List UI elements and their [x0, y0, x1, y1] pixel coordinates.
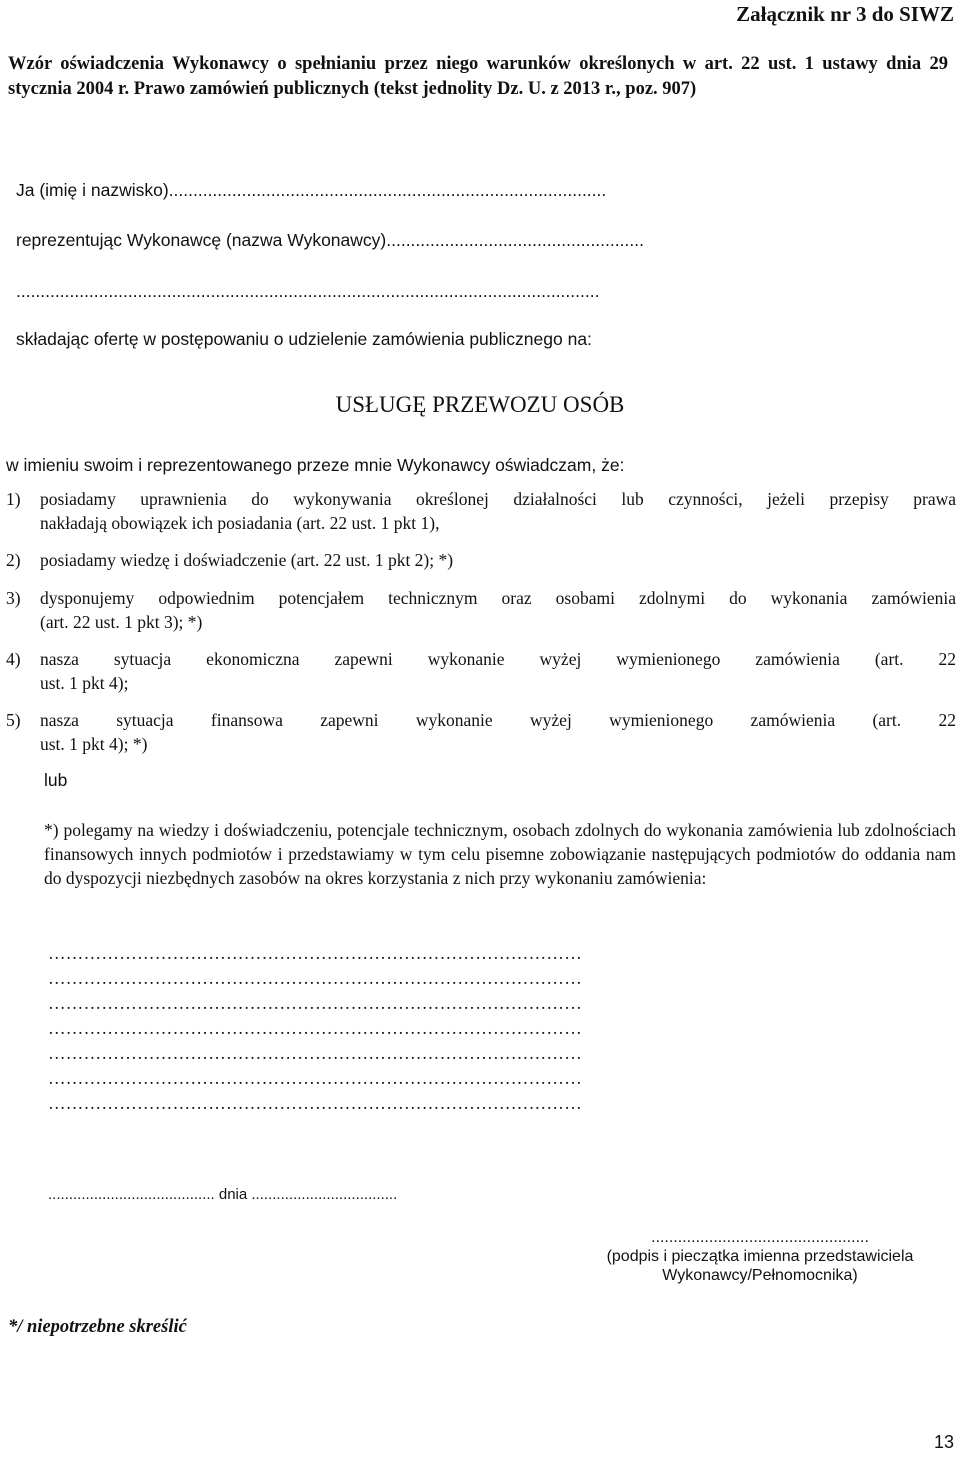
item-text-continuation: ust. 1 pkt 4); *)	[40, 734, 148, 754]
item-text-line: dysponujemy odpowiednim potencjałem technicznym oraz osobami zdolnymi do wykonania zamówienia	[40, 588, 956, 608]
item-number: 4)	[6, 649, 21, 669]
blank-fill-line: ………………………………………………………………………………	[48, 993, 582, 1013]
declaration-item	[6, 487, 956, 535]
item-text-continuation: nakładają obowiązek ich posiadania (art. 22 ust. 1 pkt 1),	[40, 513, 440, 533]
footnote: */ niepotrzebne skreślić	[8, 1317, 187, 1337]
item-number: 5)	[6, 710, 21, 730]
signature-dots: .................................................	[651, 1229, 869, 1246]
name-field-line: Ja (imię i nazwisko)..........................................................................................	[16, 180, 607, 200]
declaration-item	[6, 708, 956, 756]
signature-caption-line1: (podpis i pieczątka imienna przedstawiciela	[606, 1248, 914, 1265]
blank-fill-line: ………………………………………………………………………………	[48, 968, 582, 988]
service-title: USŁUGĘ PRZEWOZU OSÓB	[335, 392, 625, 417]
item-text-line: posiadamy wiedzę i doświadczenie (art. 22 ust. 1 pkt 2); *)	[40, 550, 454, 570]
item-text-continuation: (art. 22 ust. 1 pkt 3); *)	[40, 612, 203, 632]
item-number: 3)	[6, 588, 21, 608]
item-text-continuation: ust. 1 pkt 4);	[40, 673, 129, 693]
reliance-statement: *) polegamy na wiedzy i doświadczeniu, potencjale technicznym, osobach zdolnych do wykonania zamówienia lub zdolnościach finansowych innych podmiotów i przedstawiamy w tym celu pisemne zobowiązanie następujących podmiotów do oddania nam do dyspozycji niezbędnych zasobów na okres korzystania z nich przy wykonaniu zamówienia:	[44, 820, 956, 888]
declaration-item	[6, 586, 956, 634]
signature-caption-line2: Wykonawcy/Pełnomocnika)	[662, 1267, 858, 1284]
lub-label: lub	[44, 770, 68, 790]
item-number: 2)	[6, 550, 21, 570]
page-number: 13	[933, 1432, 954, 1452]
dots-field-line: ........................................................................................................................	[16, 281, 600, 301]
item-number: 1)	[6, 489, 21, 509]
signature-block	[590, 1228, 930, 1285]
blank-fill-line: ………………………………………………………………………………	[48, 1018, 582, 1038]
item-text-line: nasza sytuacja ekonomiczna zapewni wykonanie wyżej wymienionego zamówienia (art. 22	[40, 649, 956, 669]
blank-fill-line: ………………………………………………………………………………	[48, 1093, 582, 1113]
item-text-line: posiadamy uprawnienia do wykonywania określonej działalności lub czynności, jeżeli przepisy prawa	[40, 489, 956, 509]
offer-line: składając ofertę w postępowaniu o udzielenie zamówienia publicznego na:	[16, 329, 592, 349]
blank-fill-line: ………………………………………………………………………………	[48, 1043, 582, 1063]
declaration-item	[6, 548, 956, 572]
annex-label: Załącznik nr 3 do SIWZ	[736, 2, 954, 26]
blank-fill-line: ………………………………………………………………………………	[48, 943, 582, 963]
declaration-intro: w imieniu swoim i reprezentowanego przeze mnie Wykonawcy oświadczam, że:	[6, 455, 625, 475]
declaration-item	[6, 647, 956, 695]
represent-field-line: reprezentując Wykonawcę (nazwa Wykonawcy).....................................................	[16, 230, 644, 250]
blank-fill-line: ………………………………………………………………………………	[48, 1068, 582, 1088]
place-date-line: ........................................ dnia ...................................	[48, 1186, 398, 1203]
document-header-title: Wzór oświadczenia Wykonawcy o spełnianiu przez niego warunków określonych w art. 22 ust. 1 ustawy dnia 29 stycznia 2004 r. Prawo zamówień publicznych (tekst jednolity Dz. U. z 2013 r., poz. 907)	[8, 54, 948, 99]
item-text-line: nasza sytuacja finansowa zapewni wykonanie wyżej wymienionego zamówienia (art. 22	[40, 710, 956, 730]
